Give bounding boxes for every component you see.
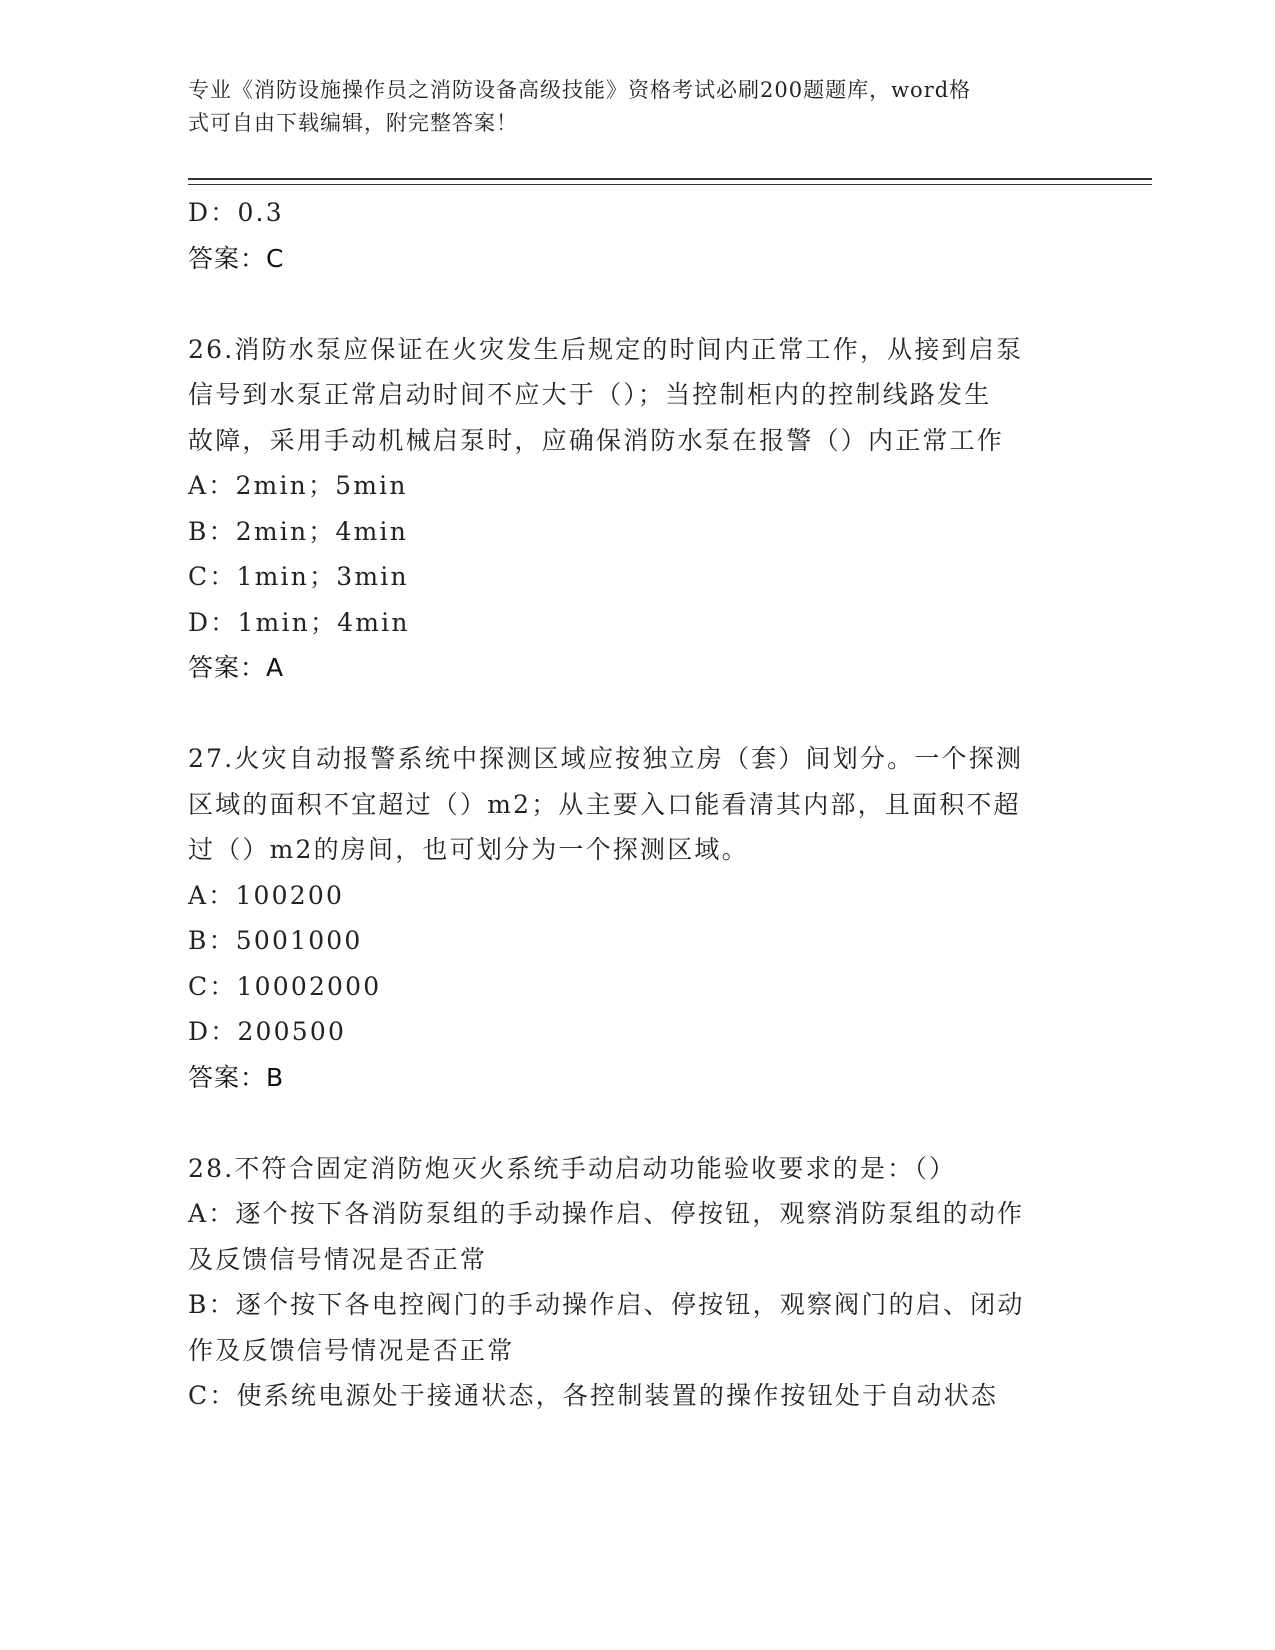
q28-option-b-line-2: 作及反馈信号情况是否正常	[188, 1335, 515, 1365]
q28-option-b-line-1: B：逐个按下各电控阀门的手动操作启、停按钮，观察阀门的启、闭动	[188, 1290, 1025, 1319]
q26-stem-line-2: 信号到水泵正常启动时间不应大于（）；当控制柜内的控制线路发生	[188, 380, 992, 409]
q27-option-d: D：200500	[188, 1017, 347, 1046]
q27-option-b: B：5001000	[188, 926, 363, 955]
header-divider-thick	[188, 178, 1152, 180]
header-line-2: 式可自由下载编辑，附完整答案！	[188, 111, 518, 135]
q27-stem-line-3: 过（）m2的房间，也可划分为一个探测区域。	[188, 835, 749, 864]
spacer	[188, 1100, 1088, 1146]
header-divider-thin	[188, 184, 1152, 185]
q27-option-a: A：100200	[188, 880, 345, 910]
question-26	[188, 327, 1088, 691]
prev-answer: 答案：C	[188, 243, 285, 273]
q28-option-a-line-2: 及反馈信号情况是否正常	[188, 1244, 488, 1274]
q28-stem-line-1: 28.不符合固定消防炮灭火系统手动启动功能验收要求的是：（）	[188, 1153, 957, 1183]
q26-answer: 答案：A	[188, 653, 285, 682]
question-27	[188, 736, 1088, 1100]
prev-option-d: D：0.3	[188, 198, 284, 227]
q27-stem-line-2: 区域的面积不宜超过（）m2；从主要入口能看清其内部，且面积不超	[188, 789, 1021, 819]
question-list	[188, 190, 1088, 1419]
q26-option-d: D：1min；4min	[188, 607, 410, 637]
q26-option-a: A：2min；5min	[188, 471, 408, 500]
spacer	[188, 691, 1088, 737]
q27-answer: 答案：B	[188, 1062, 285, 1092]
document-header	[188, 74, 1068, 140]
q28-option-a-line-1: A：逐个按下各消防泵组的手动操作启、停按钮，观察消防泵组的动作	[188, 1199, 1025, 1228]
q27-stem-line-1: 27.火灾自动报警系统中探测区域应按独立房（套）间划分。一个探测	[188, 744, 1024, 773]
q28-option-c-line-1: C：使系统电源处于接通状态，各控制装置的操作按钮处于自动状态	[188, 1381, 999, 1410]
q26-stem-line-1: 26.消防水泵应保证在火灾发生后规定的时间内正常工作，从接到启泵	[188, 334, 1024, 364]
question-28	[188, 1146, 1088, 1419]
spacer	[188, 281, 1088, 327]
q26-option-b: B：2min；4min	[188, 516, 408, 546]
q26-stem-line-3: 故障，采用手动机械启泵时，应确保消防水泵在报警（）内正常工作	[188, 425, 1005, 455]
header-line-1: 专业《消防设施操作员之消防设备高级技能》资格考试必刷200题题库，word格	[188, 78, 972, 102]
q27-option-c: C：10002000	[188, 971, 382, 1001]
q26-option-c: C：1min；3min	[188, 562, 409, 591]
